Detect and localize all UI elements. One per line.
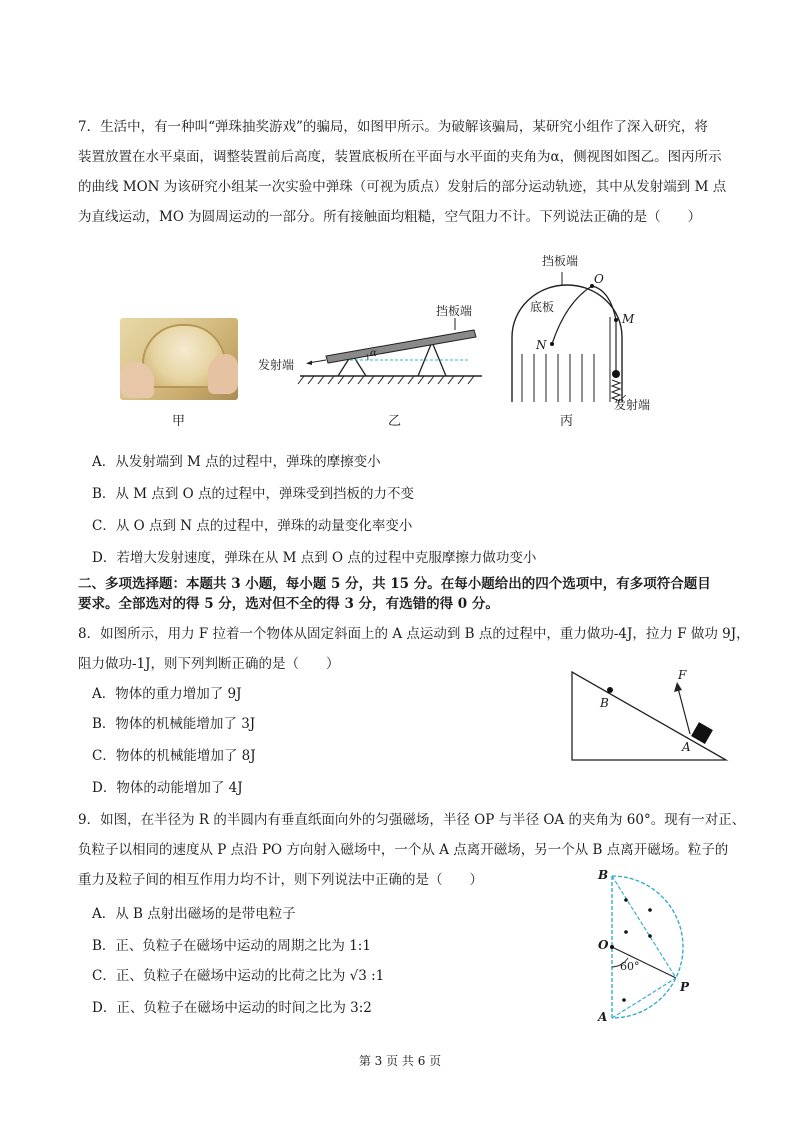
figure-jia-photo bbox=[120, 318, 238, 400]
q7-stem bbox=[78, 112, 750, 232]
q9-fig-b-label: B bbox=[598, 868, 609, 882]
q9-figure-semicircle-field bbox=[592, 866, 702, 1026]
q8-option-b: B．物体的机械能增加了 3J bbox=[92, 716, 256, 732]
q8-option-a: A．物体的重力增加了 9J bbox=[92, 686, 242, 702]
q7-option-b: B．从 M 点到 O 点的过程中，弹珠受到挡板的力不变 bbox=[92, 486, 414, 502]
fig-bing-baffle-label: 挡板端 bbox=[542, 254, 579, 268]
section2-heading-line2: 要求。全部选对的得 5 分，选对但不全的得 3 分，有选错的得 0 分。 bbox=[78, 596, 499, 612]
q8-fig-a-label: A bbox=[682, 740, 691, 754]
figure-bing-trajectory bbox=[500, 262, 650, 407]
figure-caption-bing: 丙 bbox=[560, 414, 574, 429]
q9-fig-p-label: P bbox=[680, 980, 690, 994]
figure-caption-yi: 乙 bbox=[388, 414, 402, 429]
hand-image bbox=[120, 362, 154, 398]
q8-stem-line2: 阻力做功-1J，则下列判断正确的是（ ） bbox=[78, 656, 340, 672]
fig-yi-launch-label: 发射端 bbox=[258, 358, 295, 372]
q7-option-d: D．若增大发射速度，弹珠在从 M 点到 O 点的过程中克服摩擦力做功变小 bbox=[92, 550, 537, 566]
q8-fig-b-label: B bbox=[600, 696, 609, 710]
q9-fig-a-label: A bbox=[598, 1010, 608, 1024]
fig-bing-plate-label: 底板 bbox=[530, 300, 555, 314]
q8-fig-f-label: F bbox=[678, 668, 687, 682]
q9-fig-angle-label: 60° bbox=[620, 960, 640, 973]
q7-line: 装置放置在水平桌面，调整装置前后高度，装置底板所在平面与水平面的夹角为α，侧视图如图乙。图丙所示 bbox=[78, 149, 722, 165]
q9-stem-line3: 重力及粒子间的相互作用力均不计，则下列说法中正确的是（ ） bbox=[78, 872, 483, 888]
q7-line: 的曲线 MON 为该研究小组某一次实验中弹珠（可视为质点）发射后的部分运动轨迹，其中从发射端到 M 点 bbox=[78, 179, 727, 195]
q9-option-c: C．正、负粒子在磁场中运动的比荷之比为 √3 :1 bbox=[92, 968, 385, 984]
q7-option-a: A．从发射端到 M 点的过程中，弹珠的摩擦变小 bbox=[92, 454, 381, 470]
page-number-footer: 第 3 页 共 6 页 bbox=[358, 1054, 442, 1068]
q9-option-b: B．正、负粒子在磁场中运动的周期之比为 1:1 bbox=[92, 938, 371, 954]
fig-yi-baffle-label: 挡板端 bbox=[436, 304, 473, 318]
q8-option-c: C．物体的机械能增加了 8J bbox=[92, 748, 256, 764]
q9-fig-o-label: O bbox=[598, 938, 609, 952]
section2-heading-line1: 二、多项选择题：本题共 3 小题，每小题 5 分，共 15 分。在每小题给出的四个选项中，有多项符合题目 bbox=[78, 576, 711, 592]
q8-option-d: D．物体的动能增加了 4J bbox=[92, 780, 243, 796]
fig-yi-angle-label: α bbox=[370, 348, 377, 359]
fig-bing-n-label: N bbox=[536, 338, 547, 352]
q9-stem-line2: 负粒子以相同的速度从 P 点沿 PO 方向射入磁场中，一个从 A 点离开磁场，另一个从 B 点离开磁场。粒子的 bbox=[78, 842, 729, 858]
q9-option-d: D．正、负粒子在磁场中运动的时间之比为 3:2 bbox=[92, 1000, 372, 1016]
fig-bing-launch-label: 发射端 bbox=[614, 398, 651, 412]
figure-caption-jia: 甲 bbox=[172, 414, 186, 429]
q9-stem-line1: 9．如图，在半径为 R 的半圆内有垂直纸面向外的匀强磁场，半径 OP 与半径 OA 的夹角为 60°。现有一对正、 bbox=[78, 812, 746, 828]
fig-bing-m-label: M bbox=[622, 312, 635, 326]
q7-option-c: C．从 O 点到 N 点的过程中，弹珠的动量变化率变小 bbox=[92, 518, 413, 534]
q8-stem-line1: 8．如图所示，用力 F 拉着一个物体从固定斜面上的 A 点运动到 B 点的过程中，重力做功-4J，拉力 F 做功 9J， bbox=[78, 626, 750, 642]
hand-image bbox=[208, 354, 238, 394]
q7-line: 7．生活中，有一种叫“弹珠抽奖游戏”的骗局，如图甲所示。为破解该骗局，某研究小组作了深入研究，将 bbox=[78, 119, 708, 135]
q7-line: 为直线运动，MO 为圆周运动的一部分。所有接触面均粗糙，空气阻力不计。下列说法正确的是（ ） bbox=[78, 209, 702, 225]
q8-figure-incline bbox=[566, 664, 731, 764]
fig-bing-o-label: O bbox=[594, 272, 604, 286]
q9-option-a: A．从 B 点射出磁场的是带电粒子 bbox=[92, 906, 296, 922]
